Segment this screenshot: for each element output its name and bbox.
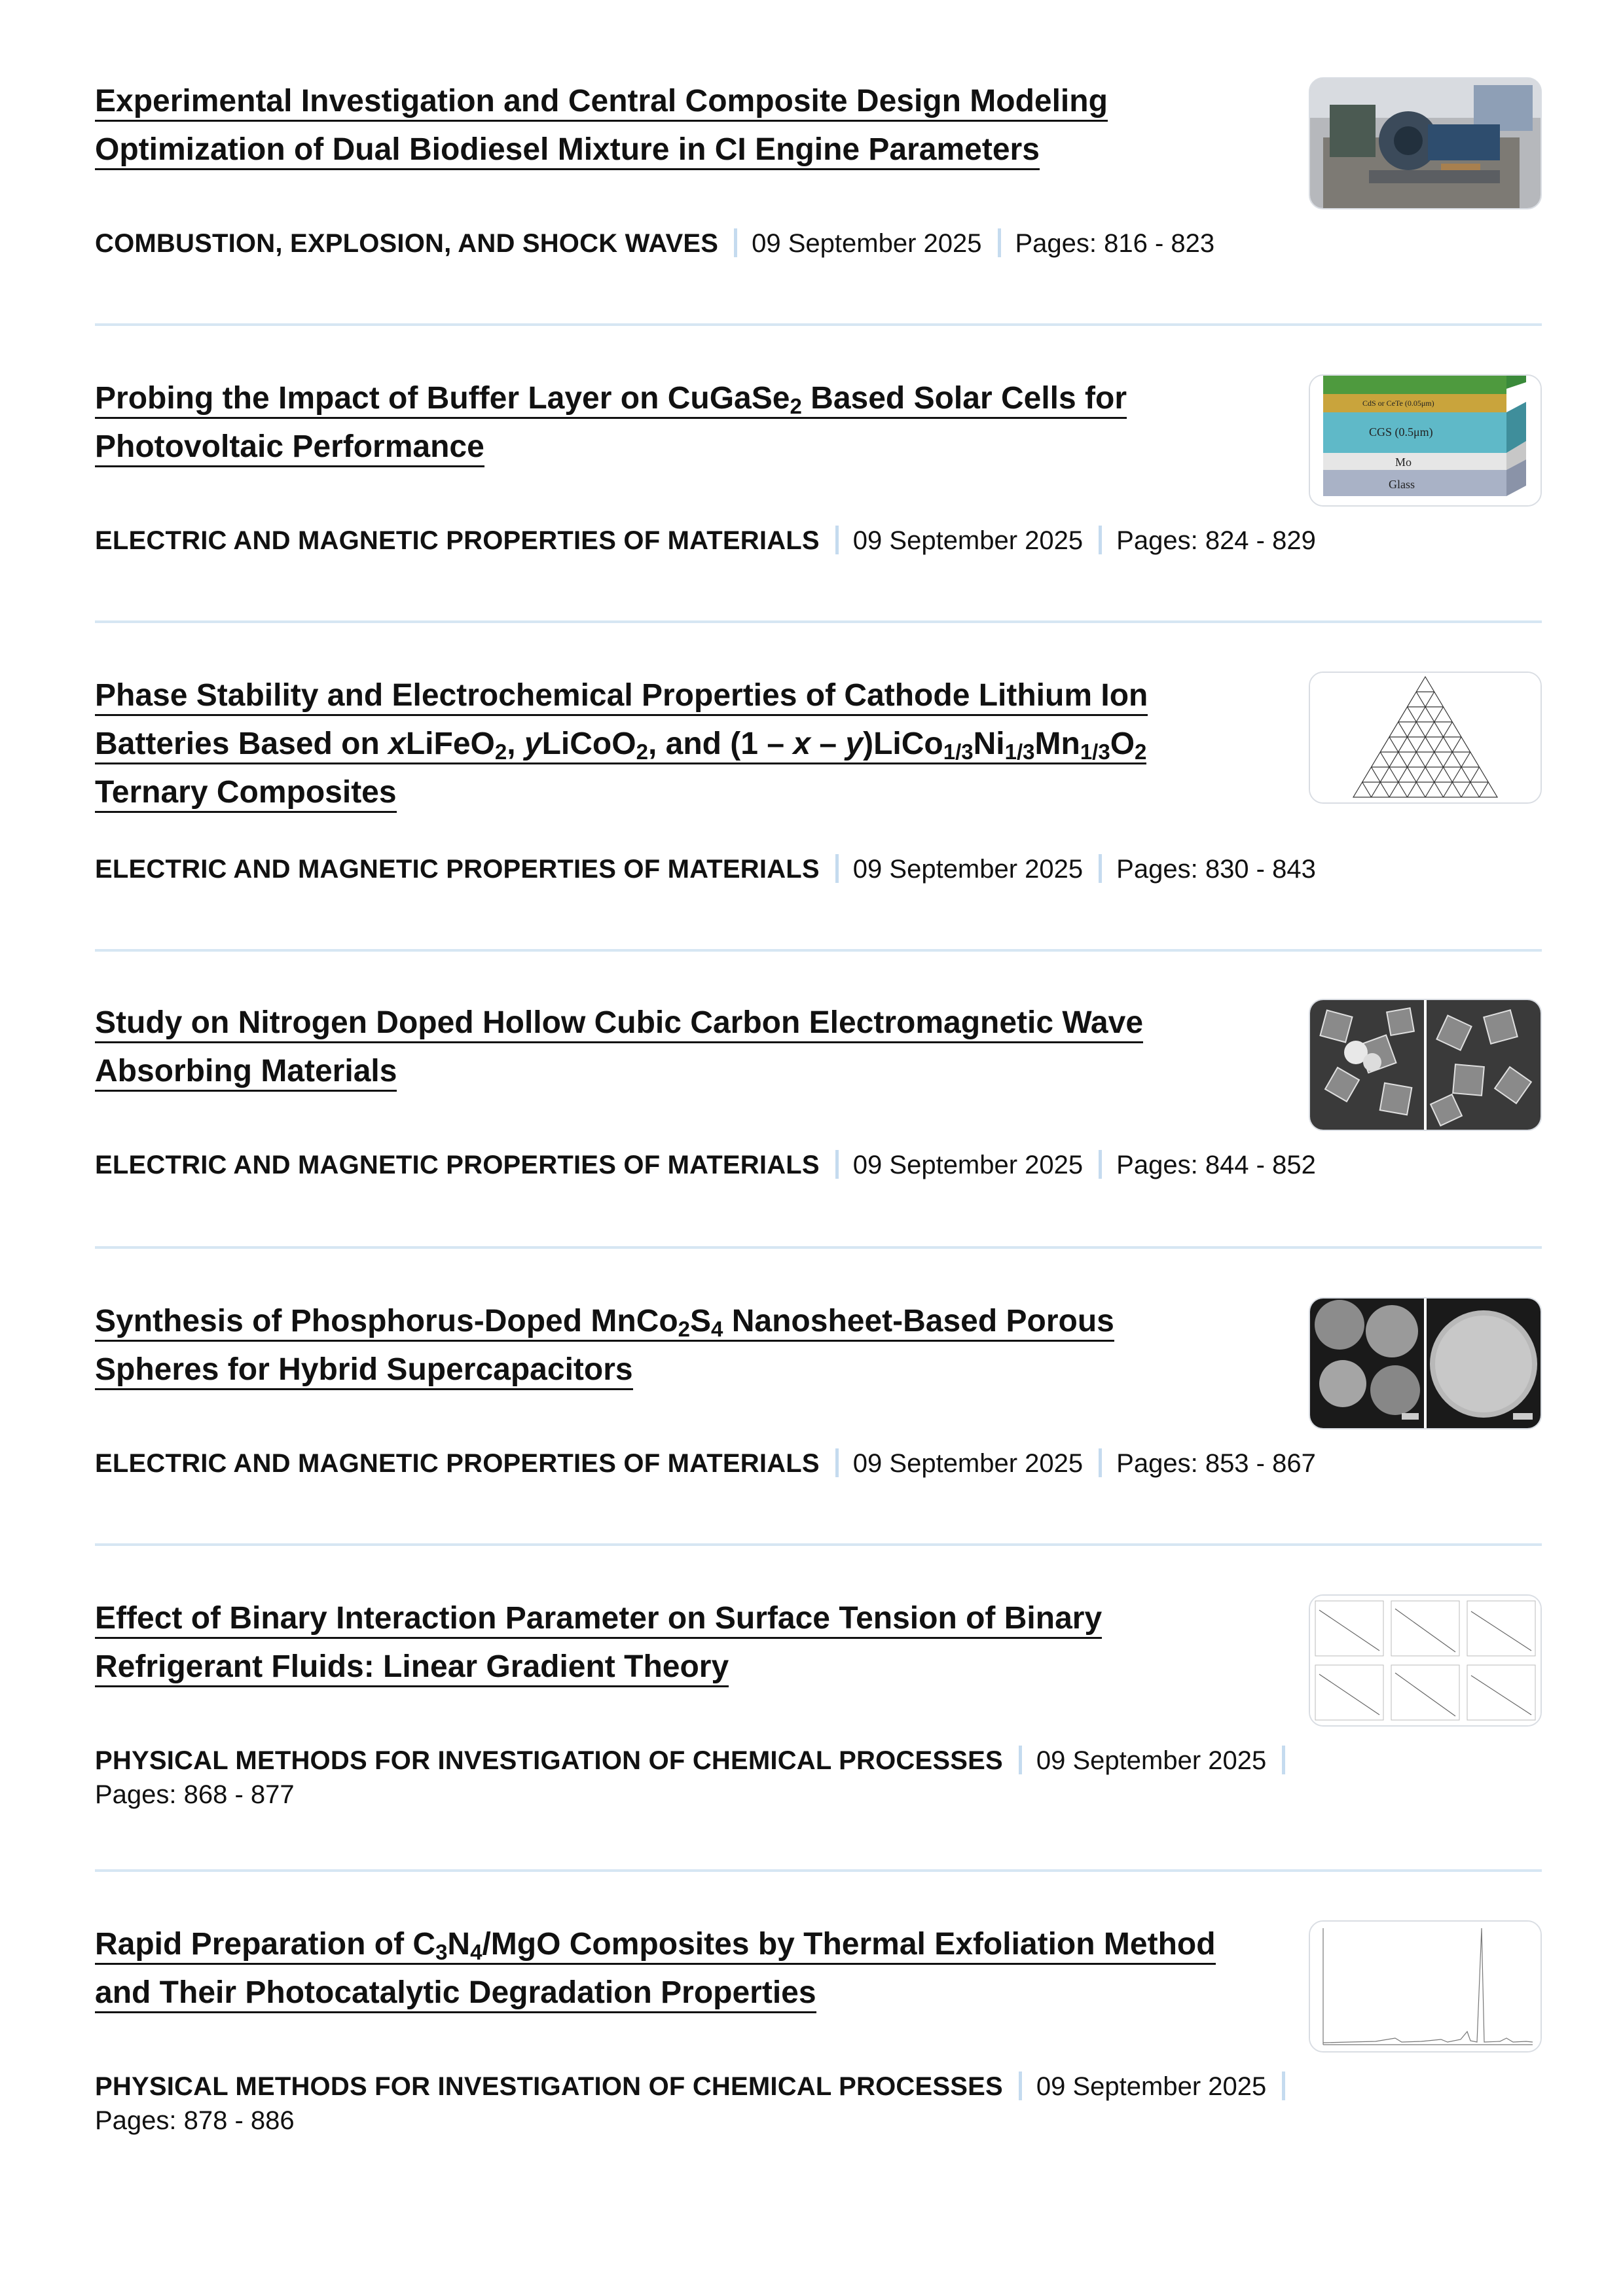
article-meta <box>95 1446 1411 1480</box>
page-range: Pages: 853 - 867 <box>1116 1449 1316 1478</box>
layer-label: CGS (0.5μm) <box>1369 425 1433 439</box>
page-range: Pages: 816 - 823 <box>1015 229 1215 258</box>
spectrum-plot-image <box>1310 1922 1541 2051</box>
article-title[interactable] <box>95 374 1234 471</box>
article-divider <box>95 620 1542 623</box>
meta-separator <box>835 526 839 554</box>
page-range: Pages: 824 - 829 <box>1116 526 1316 555</box>
journal-name[interactable]: ELECTRIC AND MAGNETIC PROPERTIES OF MATERIALS <box>95 855 820 884</box>
page-range: Pages: 830 - 843 <box>1116 855 1316 884</box>
article-title-link[interactable]: Effect of Binary Interaction Parameter on Surface Tension of Binary Refrigerant Fluids: Linear Gradient Theory <box>95 1601 1102 1687</box>
meta-separator <box>1282 2072 1285 2100</box>
article-title[interactable] <box>95 672 1234 817</box>
page-range: Pages: 868 - 877 <box>95 1780 295 1809</box>
journal-name[interactable]: COMBUSTION, EXPLOSION, AND SHOCK WAVES <box>95 229 719 258</box>
article-meta <box>95 226 1411 260</box>
publish-date: 09 September 2025 <box>852 1151 1084 1179</box>
article-title[interactable] <box>95 1920 1234 2017</box>
article-meta <box>95 2070 1411 2138</box>
article-title[interactable] <box>95 1297 1234 1394</box>
page-range: Pages: 844 - 852 <box>1116 1151 1316 1179</box>
sem-spheres-image <box>1310 1299 1541 1428</box>
article-title-link[interactable]: Experimental Investigation and Central Composite Design Modeling Optimization of Dual Biodiesel Mixture in CI Engine Parameters <box>95 84 1108 170</box>
layer-label: Mo <box>1395 456 1412 469</box>
journal-name[interactable]: ELECTRIC AND MAGNETIC PROPERTIES OF MATERIALS <box>95 1151 820 1179</box>
article-title[interactable] <box>95 1594 1234 1691</box>
article-meta <box>95 524 1411 558</box>
article-thumbnail[interactable] <box>1309 999 1542 1131</box>
meta-separator <box>1099 1448 1102 1477</box>
journal-name[interactable]: ELECTRIC AND MAGNETIC PROPERTIES OF MATERIALS <box>95 526 820 555</box>
plot-grid-image <box>1310 1596 1541 1725</box>
meta-separator <box>1099 526 1102 554</box>
journal-name[interactable]: PHYSICAL METHODS FOR INVESTIGATION OF CHEMICAL PROCESSES <box>95 1746 1003 1775</box>
meta-separator <box>1019 2072 1022 2100</box>
meta-separator <box>835 1448 839 1477</box>
sem-cubes-image <box>1310 1000 1541 1130</box>
layer-label: Glass <box>1389 478 1415 491</box>
article-thumbnail[interactable] <box>1309 1297 1542 1429</box>
article-meta <box>95 1148 1411 1182</box>
journal-name[interactable]: PHYSICAL METHODS FOR INVESTIGATION OF CHEMICAL PROCESSES <box>95 2072 1003 2101</box>
meta-separator <box>734 228 737 257</box>
meta-separator <box>1099 1150 1102 1179</box>
article-title-link[interactable]: Probing the Impact of Buffer Layer on CuGaSe$_2$ Based Solar Cells for Photovoltaic Performance <box>95 381 1127 467</box>
article-thumbnail[interactable] <box>1309 374 1542 507</box>
article-title[interactable] <box>95 999 1234 1096</box>
article-meta <box>95 852 1411 886</box>
publish-date: 09 September 2025 <box>1036 2072 1267 2101</box>
article-divider <box>95 323 1542 326</box>
publish-date: 09 September 2025 <box>752 229 982 258</box>
article-title-link[interactable]: Rapid Preparation of $C_3N_4$/MgO Composites by Thermal Exfoliation Method and Their Photocatalytic Degradation Properties <box>95 1927 1216 2013</box>
publish-date: 09 September 2025 <box>852 526 1084 555</box>
layer-label: CdS or CeTe (0.05μm) <box>1362 399 1434 408</box>
article-title-link[interactable]: Phase Stability and Electrochemical Properties of Cathode Lithium Ion Batteries Based on xLiFeO$_2$, yLiCoO$_2$, and (1 – x – $y)LiCo_{1/3}Ni_{1/3}Mn_{1/3}O_2$ Ternary Composites <box>95 678 1148 813</box>
publish-date: 09 September 2025 <box>852 1449 1084 1478</box>
publish-date: 09 September 2025 <box>852 855 1084 884</box>
meta-separator <box>835 1150 839 1179</box>
article-title-link[interactable]: Synthesis of Phosphorus-Doped $MnCo_2S_4$ Nanosheet-Based Porous Spheres for Hybrid Supercapacitors <box>95 1304 1114 1390</box>
article-thumbnail[interactable] <box>1309 1920 1542 2053</box>
article-divider <box>95 1869 1542 1872</box>
meta-separator <box>998 228 1001 257</box>
meta-separator <box>1019 1746 1022 1774</box>
meta-separator <box>835 854 839 883</box>
journal-name[interactable]: ELECTRIC AND MAGNETIC PROPERTIES OF MATERIALS <box>95 1449 820 1478</box>
article-title[interactable] <box>95 77 1234 174</box>
article-divider <box>95 1246 1542 1249</box>
article-divider <box>95 1543 1542 1546</box>
article-thumbnail[interactable] <box>1309 77 1542 209</box>
article-divider <box>95 949 1542 952</box>
article-thumbnail[interactable] <box>1309 1594 1542 1727</box>
meta-separator <box>1099 854 1102 883</box>
engine-photo-image <box>1310 79 1541 208</box>
article-meta <box>95 1744 1411 1812</box>
publish-date: 09 September 2025 <box>1036 1746 1267 1775</box>
article-title-link[interactable]: Study on Nitrogen Doped Hollow Cubic Carbon Electromagnetic Wave Absorbing Materials <box>95 1005 1143 1092</box>
ternary-diagram-image <box>1310 673 1541 802</box>
solar-cell-diagram-image <box>1310 376 1541 505</box>
article-thumbnail[interactable] <box>1309 672 1542 804</box>
meta-separator <box>1282 1746 1285 1774</box>
page-range: Pages: 878 - 886 <box>95 2106 295 2135</box>
